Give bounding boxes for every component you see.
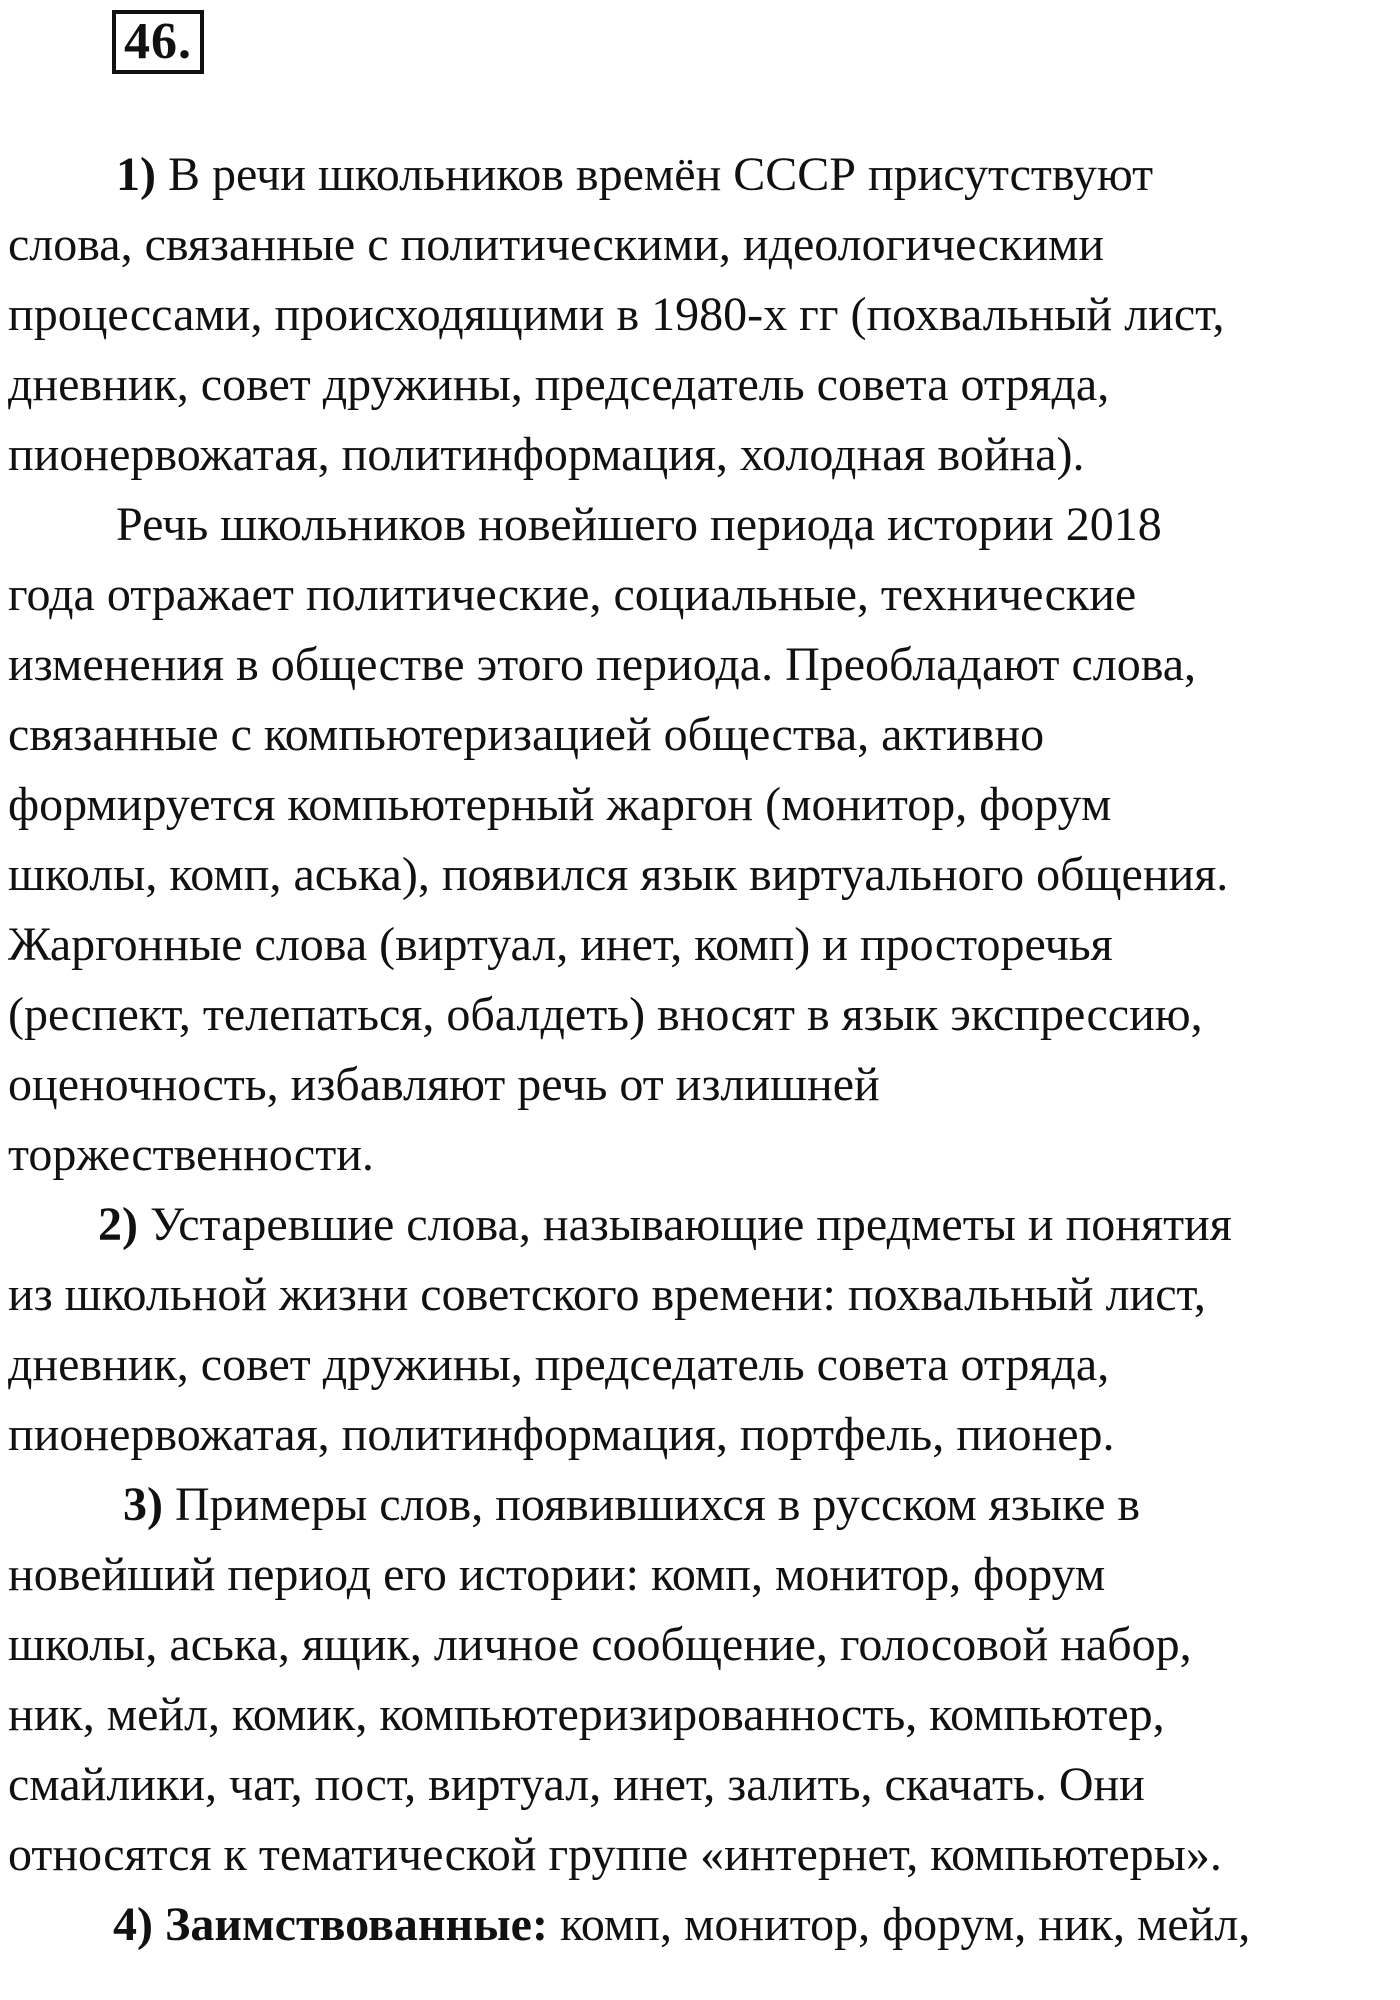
paragraph-2 [8, 490, 1393, 1190]
paragraph-5 [8, 1890, 1393, 1960]
text-line: новейший период его истории: комп, монитор, форум [8, 1548, 1106, 1601]
paragraph-4 [8, 1470, 1393, 1890]
text-line: Жаргонные слова (виртуал, инет, комп) и просторечья [8, 918, 1113, 971]
paragraph-3 [8, 1190, 1393, 1470]
text-line: смайлики, чат, пост, виртуал, инет, залить, скачать. Они [8, 1758, 1145, 1811]
text-line: формируется компьютерный жаргон (монитор, форум [8, 778, 1112, 831]
paragraph-1 [8, 140, 1393, 490]
item-marker: 4) [113, 1898, 153, 1951]
item-marker: 1) [116, 148, 156, 201]
item-marker: 2) [98, 1198, 138, 1251]
text-line: слова, связанные с политическими, идеологическими [8, 218, 1105, 271]
text-line: торжественности. [8, 1128, 374, 1181]
text-line: относятся к тематической группе «интернет, компьютеры». [8, 1828, 1222, 1881]
text-line: пионервожатая, политинформация, портфель, пионер. [8, 1408, 1115, 1461]
text-line: школы, комп, аська), появился язык виртуального общения. [8, 848, 1229, 901]
bold-label: Заимствованные: [164, 1898, 548, 1951]
text-line: Речь школьников новейшего периода истории 2018 [116, 498, 1162, 551]
text-line: года отражает политические, социальные, технические [8, 568, 1137, 621]
task-number: 46. [112, 10, 204, 74]
text-line: процессами, происходящими в 1980-х гг (похвальный лист, [8, 288, 1225, 341]
text-line: связанные с компьютеризацией общества, активно [8, 708, 1045, 761]
text-line: 3) Примеры слов, появившихся в русском языке в [123, 1478, 1141, 1531]
text-line: (респект, телепаться, обалдеть) вносят в язык экспрессию, [8, 988, 1203, 1041]
item-marker: 3) [123, 1478, 163, 1531]
text-line: 2) Устаревшие слова, называющие предметы и понятия [98, 1198, 1232, 1251]
text-line: изменения в обществе этого периода. Преобладают слова, [8, 638, 1197, 691]
text-line: 4) Заимствованные: комп, монитор, форум, ник, мейл, [113, 1898, 1251, 1951]
text-line: дневник, совет дружины, председатель совета отряда, [8, 358, 1110, 411]
answer-text [8, 140, 1393, 1960]
text-line: пионервожатая, политинформация, холодная война). [8, 428, 1085, 481]
text-line: школы, аська, ящик, личное сообщение, голосовой набор, [8, 1618, 1192, 1671]
text-line: ник, мейл, комик, компьютеризированность, компьютер, [8, 1688, 1165, 1741]
text-line: 1) В речи школьников времён СССР присутствуют [116, 148, 1154, 201]
text-line: из школьной жизни советского времени: похвальный лист, [8, 1268, 1206, 1321]
text-line: оценочность, избавляют речь от излишней [8, 1058, 880, 1111]
text-line: дневник, совет дружины, председатель совета отряда, [8, 1338, 1110, 1391]
